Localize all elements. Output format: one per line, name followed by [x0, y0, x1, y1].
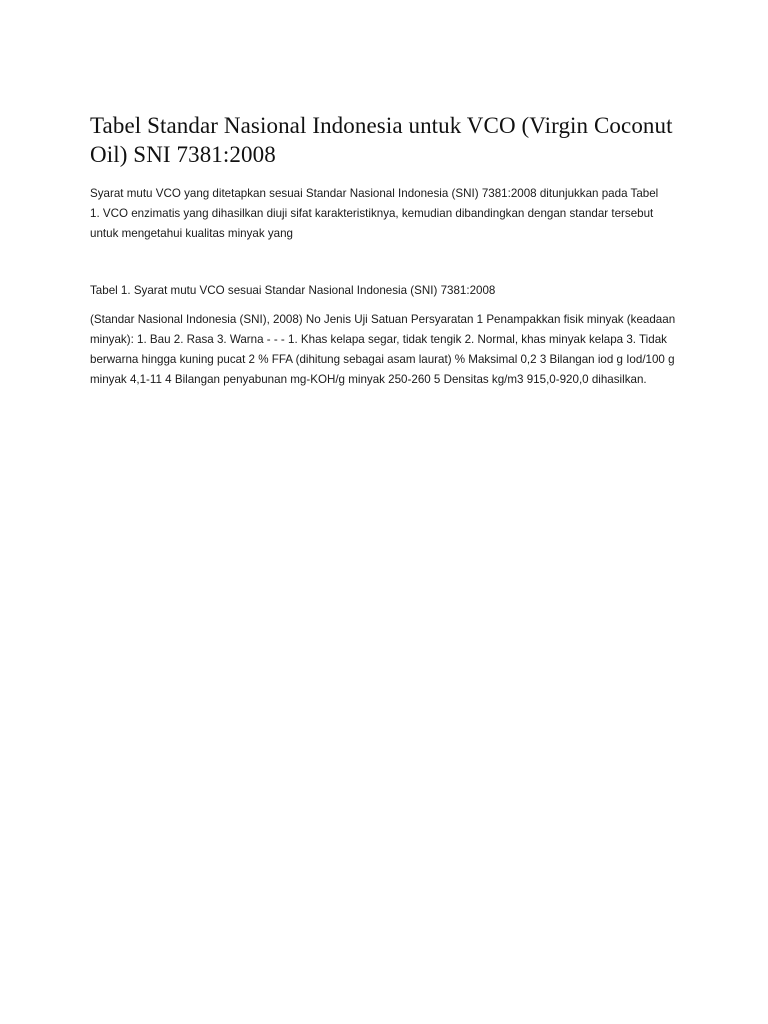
table-text-paragraph: (Standar Nasional Indonesia (SNI), 2008) No Jenis Uji Satuan Persyaratan 1 Penampakkan fisik minyak (keadaan minyak): 1. Bau 2. Rasa 3. Warna - - - 1. Khas kelapa segar, tidak tengik 2. Normal, khas minyak kelapa 3. Tidak berwarna hingga kuning pucat 2 % FFA (dihitung sebagai asam laurat) % Maksimal 0,2 3 Bilangan iod g Iod/100 g minyak 4,1-11 4 Bilangan penyabunan mg-KOH/g minyak 250-260 5 Densitas kg/m3 915,0-920,0 dihasilkan.	[90, 313, 676, 386]
document-title: Tabel Standar Nasional Indonesia untuk VCO (Virgin Coconut Oil) SNI 7381:2008	[90, 113, 673, 167]
intro-paragraph: Syarat mutu VCO yang ditetapkan sesuai Standar Nasional Indonesia (SNI) 7381:2008 ditunjukkan pada Tabel 1. VCO enzimatis yang dihasilkan diuji sifat karakteristiknya, kemudian dibandingkan dengan standar tersebut untuk mengetahui kualitas minyak yang	[90, 187, 659, 240]
table-caption: Tabel 1. Syarat mutu VCO sesuai Standar Nasional Indonesia (SNI) 7381:2008	[90, 284, 496, 297]
